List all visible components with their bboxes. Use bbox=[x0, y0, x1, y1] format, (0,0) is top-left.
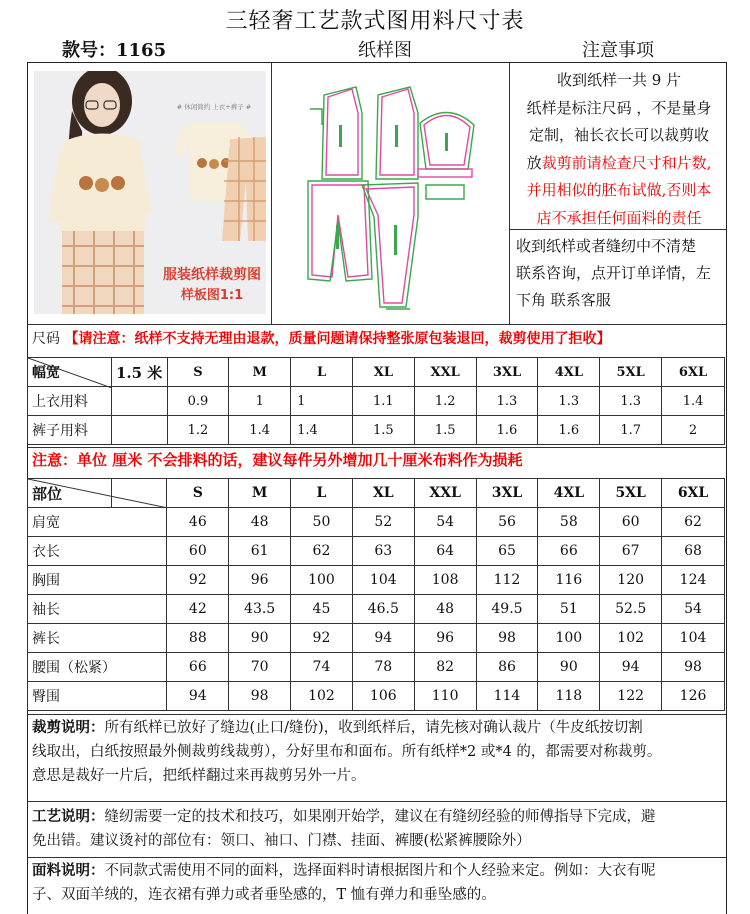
table-cell: 1.3 bbox=[600, 387, 662, 416]
row-label: 臀围 bbox=[28, 682, 167, 711]
size-header: L bbox=[291, 479, 353, 508]
size-header: XXL bbox=[414, 358, 476, 387]
table-row bbox=[28, 595, 725, 624]
notes-heading: 注意事项 bbox=[582, 40, 654, 61]
table-cell bbox=[111, 387, 167, 416]
banner-line-2: 样板图1:1 bbox=[180, 288, 244, 303]
divider bbox=[509, 63, 510, 324]
row-label: 胸围 bbox=[28, 566, 167, 595]
table-row bbox=[28, 387, 725, 416]
table-cell: 45 bbox=[291, 595, 353, 624]
diagonal-line bbox=[28, 358, 112, 388]
material-instructions bbox=[32, 859, 722, 907]
table-cell: 1.6 bbox=[538, 416, 600, 445]
table-cell: 1.3 bbox=[538, 387, 600, 416]
table-cell: 48 bbox=[414, 595, 476, 624]
measurement-table bbox=[27, 478, 725, 711]
table-cell: 108 bbox=[414, 566, 476, 595]
table-cell: 67 bbox=[600, 537, 662, 566]
notes-block bbox=[514, 67, 724, 232]
table-cell: 43.5 bbox=[229, 595, 291, 624]
table-cell: 102 bbox=[600, 624, 662, 653]
table-cell: 1 bbox=[229, 387, 291, 416]
table-cell: 49.5 bbox=[476, 595, 538, 624]
notes-line: 收到纸样一共 9 片 bbox=[556, 71, 682, 89]
table-cell: 1.5 bbox=[352, 416, 414, 445]
material-text: 子、双面羊绒的，连衣裙有弹力或者垂坠感的，T 恤有弹力和垂坠感的。 bbox=[32, 887, 496, 903]
craft-label: 工艺说明： bbox=[32, 808, 105, 825]
size-header: 6XL bbox=[662, 358, 725, 387]
table-cell: 64 bbox=[414, 537, 476, 566]
table-cell: 1.4 bbox=[291, 416, 353, 445]
table-cell: 58 bbox=[538, 508, 600, 537]
table-cell: 1.6 bbox=[476, 416, 538, 445]
size-header: 6XL bbox=[662, 479, 725, 508]
table-row bbox=[28, 682, 725, 711]
table-cell: 48 bbox=[229, 508, 291, 537]
row-label: 裤子用料 bbox=[28, 416, 112, 445]
corner-label: 幅宽 bbox=[32, 365, 60, 381]
table-cell: 106 bbox=[352, 682, 414, 711]
table-cell: 116 bbox=[538, 566, 600, 595]
cutting-text: 线取出，白纸按照最外侧裁剪线裁剪），分好里布和面布。所有纸样*2 或*4 的，都需要对称裁剪。 bbox=[32, 744, 662, 760]
model-illustration bbox=[34, 71, 266, 314]
table-row bbox=[28, 537, 725, 566]
table-cell: 90 bbox=[229, 624, 291, 653]
table-cell: 112 bbox=[476, 566, 538, 595]
table-cell: 56 bbox=[476, 508, 538, 537]
table-cell: 66 bbox=[167, 653, 229, 682]
table-cell: 54 bbox=[414, 508, 476, 537]
cutting-label: 裁剪说明： bbox=[32, 719, 105, 736]
table-row bbox=[28, 566, 725, 595]
divider bbox=[28, 447, 726, 448]
table-cell: 60 bbox=[167, 537, 229, 566]
table-cell: 52.5 bbox=[600, 595, 662, 624]
table-cell: 82 bbox=[414, 653, 476, 682]
size-header: S bbox=[167, 358, 229, 387]
size-header: 5XL bbox=[600, 479, 662, 508]
notes-red-text: 裁剪前请检查尺寸和片数, bbox=[541, 153, 712, 172]
table-cell: 110 bbox=[414, 682, 476, 711]
refund-warning: 【请注意：纸样不支持无理由退款，质量问题请保持整张原包装退回，裁剪使用了拒收】 bbox=[64, 331, 611, 347]
craft-text: 缝纫需要一定的技术和技巧，如果刚开始学，建议在有缝纫经验的师傅指导下完成，避 bbox=[104, 809, 656, 825]
cutting-line-1 bbox=[32, 716, 722, 740]
table-cell: 100 bbox=[291, 566, 353, 595]
fabric-usage-table bbox=[27, 357, 725, 445]
table-cell: 114 bbox=[476, 682, 538, 711]
divider bbox=[28, 857, 726, 858]
divider bbox=[271, 63, 272, 324]
table-cell: 1.7 bbox=[600, 416, 662, 445]
table-cell: 0.9 bbox=[167, 387, 229, 416]
table-cell: 70 bbox=[229, 653, 291, 682]
table-cell: 96 bbox=[229, 566, 291, 595]
notes-red-text: 店不承担任何面料的责任 bbox=[536, 208, 702, 227]
table-cell: 1.4 bbox=[229, 416, 291, 445]
size-header: XL bbox=[352, 479, 414, 508]
craft-text: 免出错。建议烫衬的部位有：领口、袖口、门襟、挂面、裤腰(松紧裤腰除外） bbox=[32, 833, 531, 849]
size-header: XL bbox=[352, 358, 414, 387]
table-cell: 96 bbox=[414, 624, 476, 653]
table-cell: 126 bbox=[662, 682, 725, 711]
table-cell: 98 bbox=[476, 624, 538, 653]
cutting-text: 所有纸样已放好了缝边(止口/缝份)，收到纸样后，请先核对确认裁片（牛皮纸按切割 bbox=[104, 720, 643, 736]
table-cell: 42 bbox=[167, 595, 229, 624]
notes-line: 纸样是标注尺码 ，不是量身 bbox=[526, 98, 712, 117]
fabric-header-row bbox=[28, 358, 725, 387]
material-text: 不同款式需使用不同的面料，选择面料时请根据图片和个人经验来定。例如：大衣有呢 bbox=[104, 863, 656, 879]
divider bbox=[28, 801, 726, 802]
product-photo bbox=[34, 71, 266, 314]
table-cell: 98 bbox=[662, 653, 725, 682]
table-row bbox=[28, 416, 725, 445]
notes-red-text: 并用相似的胚布试做,否则本 bbox=[526, 181, 712, 199]
table-cell: 2 bbox=[662, 416, 725, 445]
table-cell: 98 bbox=[229, 682, 291, 711]
corner-cell bbox=[28, 479, 112, 508]
row-label: 肩宽 bbox=[28, 508, 167, 537]
table-row bbox=[28, 653, 725, 682]
row-label: 裤长 bbox=[28, 624, 167, 653]
table-cell: 102 bbox=[291, 682, 353, 711]
table-cell: 60 bbox=[600, 508, 662, 537]
table-cell: 1.2 bbox=[167, 416, 229, 445]
table-cell: 118 bbox=[538, 682, 600, 711]
table-cell: 120 bbox=[600, 566, 662, 595]
size-header: 4XL bbox=[538, 479, 600, 508]
table-cell: 62 bbox=[662, 508, 725, 537]
contact-line: 下角 联系客服 bbox=[516, 291, 611, 309]
row-label: 上衣用料 bbox=[28, 387, 112, 416]
craft-instructions bbox=[32, 805, 722, 853]
table-cell: 104 bbox=[662, 624, 725, 653]
size-header: L bbox=[291, 358, 353, 387]
page-title: 三轻奢工艺款式图用料尺寸表 bbox=[225, 9, 525, 34]
table-cell: 54 bbox=[662, 595, 725, 624]
table-cell: 92 bbox=[167, 566, 229, 595]
pattern-diagram bbox=[278, 65, 508, 325]
row-label: 腰围（松紧） bbox=[28, 653, 167, 682]
table-cell: 122 bbox=[600, 682, 662, 711]
pattern-pieces bbox=[278, 65, 508, 325]
table-cell: 51 bbox=[538, 595, 600, 624]
size-header: XXL bbox=[414, 479, 476, 508]
size-header: 3XL bbox=[476, 479, 538, 508]
material-label: 面料说明： bbox=[32, 862, 105, 879]
table-cell: 104 bbox=[352, 566, 414, 595]
table-cell: 50 bbox=[291, 508, 353, 537]
table-row bbox=[28, 624, 725, 653]
size-note bbox=[32, 328, 610, 348]
contact-line: 收到纸样或者缝纫中不清楚 bbox=[516, 237, 697, 255]
table-cell: 90 bbox=[538, 653, 600, 682]
size-header: S bbox=[167, 479, 229, 508]
cutting-text: 意思是裁好一片后，把纸样翻过来再裁剪另外一片。 bbox=[32, 768, 366, 784]
pattern-heading: 纸样图 bbox=[358, 40, 412, 61]
table-cell: 61 bbox=[229, 537, 291, 566]
table-cell: 62 bbox=[291, 537, 353, 566]
fabric-width: 1.5 米 bbox=[111, 358, 167, 387]
table-cell: 78 bbox=[352, 653, 414, 682]
table-cell bbox=[111, 416, 167, 445]
size-header: 4XL bbox=[538, 358, 600, 387]
spec-sheet-frame bbox=[27, 62, 727, 914]
unit-warning: 注意：单位 厘米 不会排料的话，建议每件另外增加几十厘米布料作为损耗 bbox=[32, 451, 523, 469]
divider bbox=[28, 714, 726, 715]
table-cell: 46 bbox=[167, 508, 229, 537]
contact-line: 联系咨询，点开订单详情，左 bbox=[516, 264, 712, 282]
diagonal-line bbox=[28, 479, 168, 508]
table-cell: 94 bbox=[352, 624, 414, 653]
table-cell: 52 bbox=[352, 508, 414, 537]
corner-cell bbox=[28, 358, 112, 387]
craft-line-1 bbox=[32, 805, 722, 829]
row-label: 衣长 bbox=[28, 537, 167, 566]
size-header: M bbox=[229, 479, 291, 508]
table-cell: 66 bbox=[538, 537, 600, 566]
size-header: 3XL bbox=[476, 358, 538, 387]
table-cell: 100 bbox=[538, 624, 600, 653]
corner-label: 部位 bbox=[32, 484, 63, 503]
row-label: 袖长 bbox=[28, 595, 167, 624]
table-cell: 88 bbox=[167, 624, 229, 653]
material-line-1 bbox=[32, 859, 722, 883]
table-cell: 74 bbox=[291, 653, 353, 682]
table-cell: 86 bbox=[476, 653, 538, 682]
table-cell: 65 bbox=[476, 537, 538, 566]
notes-line: 定制，袖长衣长可以裁剪收 bbox=[528, 126, 709, 144]
table-cell: 124 bbox=[662, 566, 725, 595]
caption-tag: # 休闲简约 上衣+裤子 # bbox=[176, 103, 252, 111]
cutting-instructions bbox=[32, 716, 722, 788]
notes-line bbox=[514, 150, 724, 178]
table-cell: 1 bbox=[291, 387, 353, 416]
table-cell: 63 bbox=[352, 537, 414, 566]
table-cell: 1.5 bbox=[414, 416, 476, 445]
style-number: 款号：1165 bbox=[62, 40, 167, 61]
table-cell: 68 bbox=[662, 537, 725, 566]
size-label: 尺码 bbox=[32, 331, 60, 347]
table-cell: 1.4 bbox=[662, 387, 725, 416]
table-cell: 94 bbox=[167, 682, 229, 711]
banner-line-1: 服装纸样裁剪图 bbox=[163, 267, 261, 283]
size-header: 5XL bbox=[600, 358, 662, 387]
table-cell: 1.2 bbox=[414, 387, 476, 416]
table-row bbox=[28, 508, 725, 537]
notes-prefix: 放 bbox=[526, 153, 542, 172]
table-cell: 94 bbox=[600, 653, 662, 682]
table-cell: 1.1 bbox=[352, 387, 414, 416]
table-cell: 92 bbox=[291, 624, 353, 653]
size-header: M bbox=[229, 358, 291, 387]
measurement-header-row bbox=[28, 479, 725, 508]
table-cell: 46.5 bbox=[352, 595, 414, 624]
table-cell: 1.3 bbox=[476, 387, 538, 416]
contact-block bbox=[516, 233, 726, 314]
